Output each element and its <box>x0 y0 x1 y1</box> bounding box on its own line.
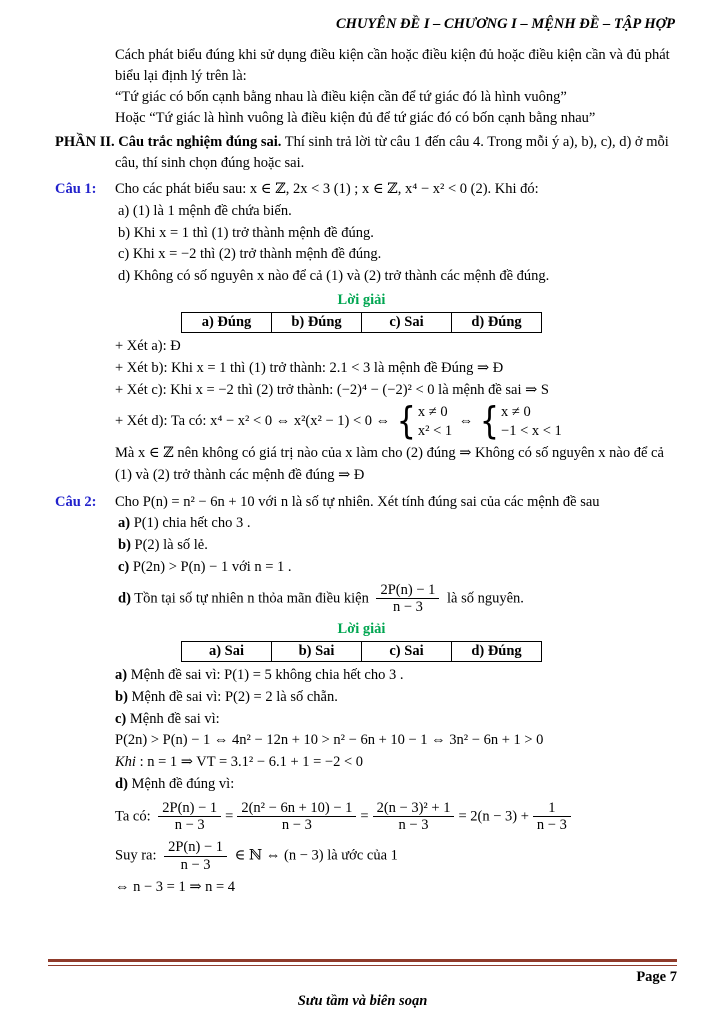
question-1-header <box>48 179 675 201</box>
answer-row-q2 <box>182 642 542 662</box>
fraction-4 <box>533 800 571 834</box>
question-1 <box>48 179 675 486</box>
part2-desc: Thí sinh trả lời từ câu 1 đến câu 4. Trong mỗi ý a), b), c), d) ở mỗi câu, thí sinh chọn đúng hoặc sai. <box>115 134 669 172</box>
question-1-option-c: c) Khi x = −2 thì (2) trở thành mệnh đề đúng. <box>118 246 382 263</box>
question-2-option-c <box>118 557 675 579</box>
cases-1-top: x ≠ 0 <box>417 404 448 421</box>
option-d-post: là số nguyên. <box>443 590 524 607</box>
fraction-numerator: 2P(n) − 1 <box>376 582 439 600</box>
solution-q1-d-between: ⇔ <box>458 413 474 430</box>
equation-2-rest: ∈ ℕ ⇔ (n − 3) là ước của 1 <box>231 847 398 864</box>
quote-2: Hoặc “Tứ giác là hình vuông là điều kiện đủ để tứ giác đó có bốn cạnh bằng nhau” <box>115 110 596 127</box>
option-b-prefix: b) <box>118 537 131 554</box>
option-c-text: P(2n) > P(n) − 1 với n = 1 . <box>129 558 292 575</box>
solution-q2-line-b <box>115 687 675 709</box>
fraction-denominator: n − 3 <box>174 817 205 834</box>
answer-cell-q1-a: a) Đúng <box>182 313 272 333</box>
fraction-denominator: n − 3 <box>536 817 567 834</box>
question-1-label: Câu 1: <box>55 181 97 198</box>
page-number: Page 7 <box>636 968 677 985</box>
option-a-prefix: a) <box>118 515 131 532</box>
cases-system-2 <box>479 399 562 444</box>
question-2 <box>48 492 675 900</box>
question-1-option-a: a) (1) là 1 mệnh đề chứa biến. <box>118 202 292 219</box>
sol-d-prefix: d) <box>115 775 128 792</box>
ta-co-label: Ta có: <box>115 808 155 825</box>
fraction-1 <box>158 800 221 834</box>
left-brace-icon: { <box>479 399 500 444</box>
equals-sign: = <box>360 808 369 825</box>
option-d-pre: Tồn tại số tự nhiên n thỏa mãn điều kiện <box>130 590 373 607</box>
answer-cell-q2-c: c) Sai <box>362 642 452 662</box>
solution-q2-line-a <box>115 665 675 687</box>
solution-q2-c-equation: P(2n) > P(n) − 1 ⇔ 4n² − 12n + 10 > n² − 6n + 10 − 1 ⇔ 3n² − 6n + 1 > 0 <box>115 732 544 749</box>
answer-cell-q2-a: a) Sai <box>182 642 272 662</box>
suy-ra-label: Suy ra: <box>115 847 161 864</box>
fraction-2 <box>237 800 356 834</box>
cases-2-stack <box>501 403 562 441</box>
solution-q2-d-equation-1 <box>115 799 675 835</box>
answer-cell-q2-d: d) Đúng <box>452 642 542 662</box>
intro-paragraph-1: Cách phát biểu đúng khi sử dụng điều kiện cần hoặc điều kiện đủ hoặc điều kiện cần và đủ phát biểu lại định lý trên là: <box>115 47 670 85</box>
answer-cell-q1-b: b) Đúng <box>272 313 362 333</box>
sol-c-prefix: c) <box>115 710 127 727</box>
solution-q2-line-c <box>115 709 675 731</box>
question-2-options <box>118 513 675 617</box>
solution-q1-line-b: + Xét b): Khi x = 1 thì (1) trở thành: 2.1 < 3 là mệnh đề Đúng ⇒ Đ <box>115 359 504 376</box>
header-title: CHUYÊN ĐỀ I – CHƯƠNG I – MỆNH ĐỀ – TẬP HỢP <box>336 16 675 32</box>
quote-1: “Tứ giác có bốn cạnh bằng nhau là điều kiện cần để tứ giác đó là hình vuông” <box>115 89 567 106</box>
question-2-option-a <box>118 513 675 535</box>
khi-rest: : n = 1 ⇒ VT = 3.1² − 6.1 + 1 = −2 < 0 <box>135 754 364 771</box>
sol-b-text: Mệnh đề sai vì: P(2) = 2 là số chẵn. <box>127 688 338 705</box>
question-1-option-b: b) Khi x = 1 thì (1) trở thành mệnh đề đúng. <box>118 224 374 241</box>
option-b-text: P(2) là số lẻ. <box>130 537 208 554</box>
answer-row-q1 <box>182 313 542 333</box>
credit-line: Sưu tầm và biên soạn <box>297 993 428 1009</box>
fraction-5 <box>164 839 227 873</box>
option-c-prefix: c) <box>118 558 130 575</box>
fraction-denominator: n − 3 <box>180 856 211 873</box>
question-2-header <box>48 492 675 514</box>
part2-title: PHẦN II. Câu trắc nghiệm đúng sai. <box>55 134 282 151</box>
sol-c-text: Mệnh đề sai vì: <box>126 710 220 727</box>
option-a-text: P(1) chia hết cho 3 . <box>130 515 251 532</box>
option-d-prefix: d) <box>118 590 131 607</box>
fraction-numerator: 1 <box>533 800 571 818</box>
sol-a-prefix: a) <box>115 667 128 684</box>
equals-expression: = 2(n − 3) + <box>458 808 529 825</box>
fraction-numerator: 2P(n) − 1 <box>158 800 221 818</box>
question-1-options <box>118 201 675 288</box>
solution-q1 <box>115 336 675 486</box>
answer-table-q1 <box>181 312 542 333</box>
fraction-denominator: n − 3 <box>281 817 312 834</box>
left-brace-icon: { <box>396 399 416 444</box>
solution-q1-conclusion: Mà x ∈ ℤ nên không có giá trị nào của x làm cho (2) đúng ⇒ Không có số nguyên x nào để cả (1) và (2) trở thành các mệnh đề đúng ⇒ Đ <box>115 445 664 483</box>
answer-cell-q1-d: d) Đúng <box>452 313 542 333</box>
fraction-denominator: n − 3 <box>392 599 423 616</box>
fraction-option-d <box>376 582 439 616</box>
question-2-label: Câu 2: <box>55 493 97 510</box>
equals-sign: = <box>225 808 234 825</box>
sol-d-text: Mệnh đề đúng vì: <box>127 775 235 792</box>
cases-2-bottom: −1 < x < 1 <box>501 423 562 440</box>
solution-q2 <box>115 665 675 899</box>
footer-rule <box>48 959 677 966</box>
question-2-option-b <box>118 535 675 557</box>
solution-q1-line-a: + Xét a): Đ <box>115 338 181 355</box>
question-1-stem: Cho các phát biểu sau: x ∈ ℤ, 2x < 3 (1) ; x ∈ ℤ, x⁴ − x² < 0 (2). Khi đó: <box>115 181 539 198</box>
cases-system-1 <box>396 399 453 444</box>
page-footer <box>48 959 677 1010</box>
question-1-option-d: d) Không có số nguyên x nào để cả (1) và (2) trở thành các mệnh đề đúng. <box>118 268 550 285</box>
question-2-stem: Cho P(n) = n² − 6n + 10 với n là số tự nhiên. Xét tính đúng sai của các mệnh đề sau <box>115 493 600 510</box>
sol-b-prefix: b) <box>115 688 128 705</box>
solution-q2-d-equation-2 <box>115 838 675 874</box>
cases-1-bottom: x² < 1 <box>417 423 453 440</box>
solution-heading-q2: Lời giải <box>337 620 386 637</box>
fraction-denominator: n − 3 <box>398 817 429 834</box>
cases-2-top: x ≠ 0 <box>501 404 531 421</box>
solution-q2-c-khi <box>115 752 675 774</box>
fraction-3 <box>373 800 455 834</box>
question-2-option-d <box>118 581 675 617</box>
answer-table-q2 <box>181 641 542 662</box>
answer-cell-q1-c: c) Sai <box>362 313 452 333</box>
fraction-numerator: 2(n² − 6n + 10) − 1 <box>237 800 356 818</box>
solution-q1-d-pre: + Xét d): Ta có: x⁴ − x² < 0 ⇔ x²(x² − 1) < 0 ⇔ <box>115 413 391 430</box>
khi-italic: Khi <box>115 754 136 771</box>
solution-q1-line-d <box>115 399 675 444</box>
answer-cell-q2-b: b) Sai <box>272 642 362 662</box>
cases-1-stack <box>418 403 452 441</box>
part2-heading <box>48 132 675 174</box>
solution-q2-d-equation-3: ⇔ n − 3 = 1 ⇒ n = 4 <box>115 879 236 896</box>
solution-q1-line-c: + Xét c): Khi x = −2 thì (2) trở thành: (−2)⁴ − (−2)² < 0 là mệnh đề sai ⇒ S <box>115 381 549 398</box>
solution-q2-line-d <box>115 774 675 796</box>
fraction-numerator: 2(n − 3)² + 1 <box>373 800 455 818</box>
fraction-numerator: 2P(n) − 1 <box>164 839 227 857</box>
solution-heading-q1: Lời giải <box>337 291 386 308</box>
sol-a-text: Mệnh đề sai vì: P(1) = 5 không chia hết cho 3 . <box>127 667 404 684</box>
